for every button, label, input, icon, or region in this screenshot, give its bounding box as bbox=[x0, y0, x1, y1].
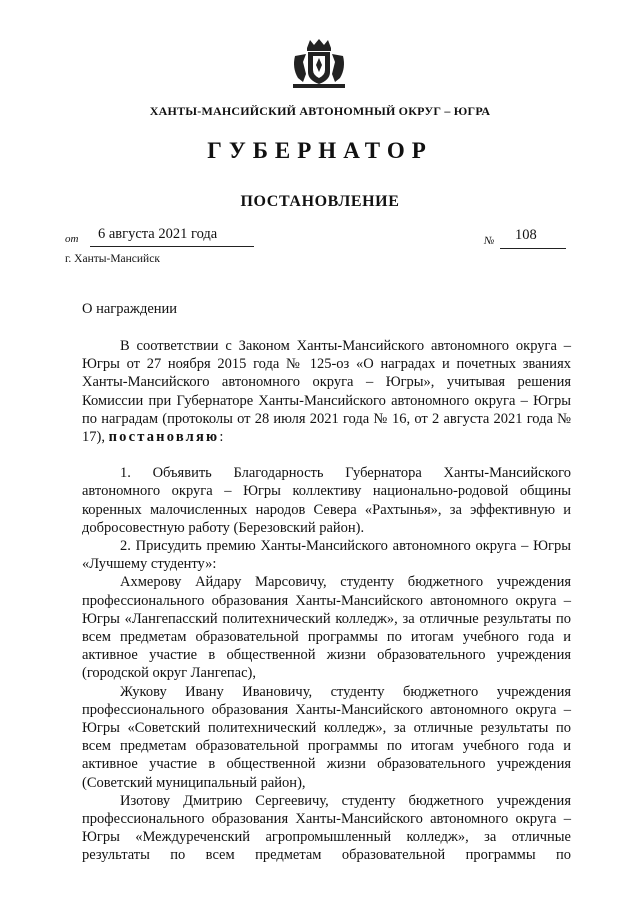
recipient-2-paragraph: Жукову Ивану Ивановичу, студенту бюджетного учреждения профессионального образования Ханты-Мансийского автономного округа – Югры «Советский политехнический колледж», за отличные результаты по всем предметам образовательной программы по итогам учебного года и активное участие в общественной жизни образовательного учреждения (Советский муниципальный район), bbox=[82, 683, 571, 791]
document-type: ПОСТАНОВЛЕНИЕ bbox=[240, 193, 400, 210]
document-body bbox=[82, 337, 571, 865]
region-title: ХАНТЫ-МАНСИЙСКИЙ АВТОНОМНЫЙ ОКРУГ – ЮГРА bbox=[149, 104, 491, 118]
coat-of-arms-icon bbox=[289, 38, 349, 90]
decree-suffix: : bbox=[219, 429, 224, 446]
document-city: г. Ханты-Мансийск bbox=[65, 253, 160, 265]
number-underline bbox=[500, 248, 566, 249]
item-1-paragraph: 1. Объявить Благодарность Губернатора Ханты-Мансийского автономного округа – Югры коллективу национально-родовой общины коренных малочисленных народов Севера «Рахтынья», за эффективную и добросовестную работу (Березовский район). bbox=[82, 465, 571, 536]
decree-word: постановляю bbox=[108, 429, 220, 446]
recipient-1-paragraph: Ахмерову Айдару Марсовичу, студенту бюджетного учреждения профессионального образования Ханты-Мансийского автономного округа – Югры «Лангепасский политехнический колледж», за отличные результаты по всем предметам образовательной программы по итогам учебного года и активное участие в общественной жизни образовательного учреждения (городской округ Лангепас), bbox=[82, 574, 571, 682]
number-prefix: № bbox=[484, 235, 495, 247]
authority-title: ГУБЕРНАТОР bbox=[207, 138, 433, 163]
document-subject: О награждении bbox=[82, 301, 178, 317]
item-2-paragraph: 2. Присудить премию Ханты-Мансийского автономного округа – Югры «Лучшему студенту»: bbox=[82, 538, 571, 573]
date-prefix: от bbox=[65, 233, 79, 245]
document-number: 108 bbox=[515, 227, 537, 243]
preamble-paragraph bbox=[82, 337, 571, 446]
recipient-3-paragraph: Изотову Дмитрию Сергеевичу, студенту бюджетного учреждения профессионального образования Ханты-Мансийского автономного округа – Югры «Междуреченский агропромышленный колледж», за отличные результаты по всем предметам образовательной программы по bbox=[82, 792, 571, 864]
date-underline bbox=[90, 246, 254, 247]
preamble-text: В соответствии с Законом Ханты-Мансийского автономного округа – Югры от 27 ноября 2015 года № 125-оз «О наградах и почетных званиях Ханты-Мансийского автономного округа – Югры», учитывая решения Комиссии при Губернаторе Ханты-Мансийского автономного округа – Югры по наградам (протоколы от 28 июля 2021 года № 16, от 2 августа 2021 года № 17), bbox=[82, 338, 571, 446]
document-date: 6 августа 2021 года bbox=[98, 226, 218, 242]
